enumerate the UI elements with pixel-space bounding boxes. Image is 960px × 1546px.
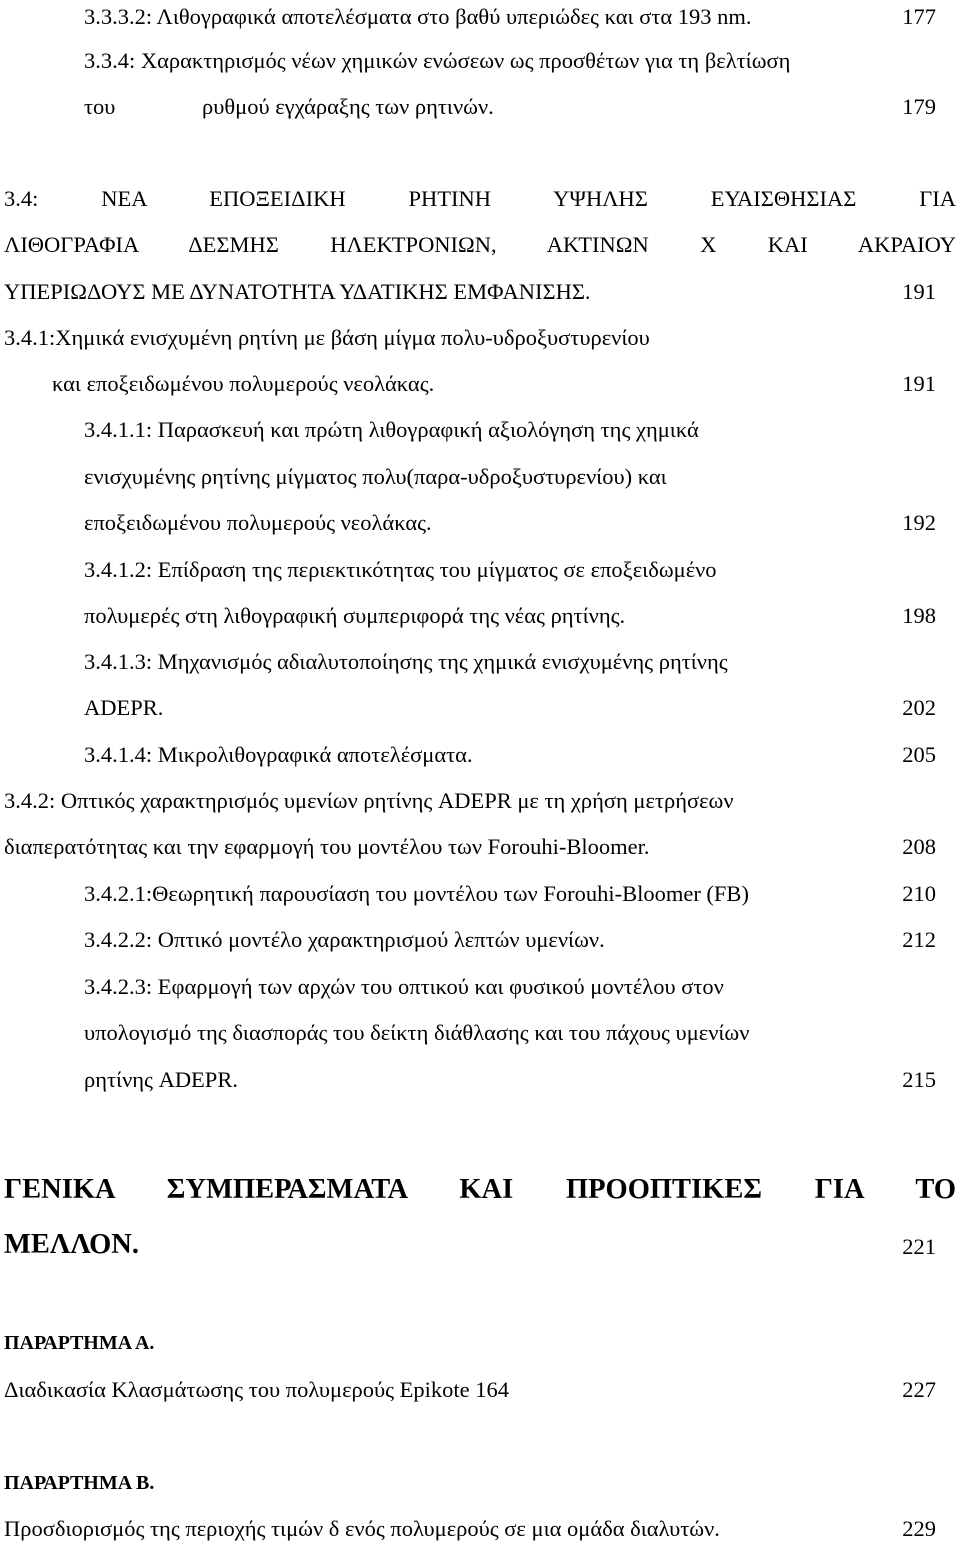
toc-entry-page: 198 — [902, 603, 936, 628]
toc-entry-text: 3.4.1.3: Μηχανισμός αδιαλυτοποίησης της χημικά ενισχυμένης ρητίνης — [84, 649, 728, 674]
toc-entry-text: και εποξειδωμένου πολυμερούς νεολάκας. — [52, 371, 435, 396]
toc-entry-text: 3.4.2.2: Οπτικό μοντέλο χαρακτηρισμού λεπτών υμενίων. — [84, 927, 605, 952]
toc-entry-text: Προσδιορισμός της περιοχής τιμών δ ενός πολυμερούς σε μια ομάδα διαλυτών. — [4, 1516, 720, 1541]
appendix-a-heading: ΠΑΡΑΡΤΗΜΑ Α. — [4, 1332, 155, 1354]
toc-section-heading: ΥΠΕΡΙΩΔΟΥΣ ΜΕ ΔΥΝΑΤΟΤΗΤΑ ΥΔΑΤΙΚΗΣ ΕΜΦΑΝΙΣΗΣ. — [4, 279, 591, 304]
toc-entry-page: 208 — [902, 834, 936, 859]
toc-entry-text: 3.4.2.3: Εφαρμογή των αρχών του οπτικού και φυσικού μοντέλου στον — [84, 974, 724, 999]
toc-entry-page: 192 — [902, 510, 936, 535]
toc-entry-page: 221 — [902, 1234, 936, 1259]
toc-entry-page: 179 — [902, 94, 936, 119]
toc-section-heading: 3.4: ΝΕΑ ΕΠΟΞΕΙΔΙΚΗ ΡΗΤΙΝΗ ΥΨΗΛΗΣ ΕΥΑΙΣΘΗΣΙΑΣ ΓΙΑ — [4, 186, 956, 211]
appendix-b-heading: ΠΑΡΑΡΤΗΜΑ Β. — [4, 1472, 155, 1494]
toc-entry-text: διαπερατότητας και την εφαρμογή του μοντέλου των Forouhi-Bloomer. — [4, 834, 650, 859]
toc-entry-page: 215 — [902, 1067, 936, 1092]
toc-entry-page: 205 — [902, 742, 936, 767]
toc-entry-text: 3.4.1:Χημικά ενισχυμένη ρητίνη με βάση μίγμα πολυ-υδροξυστυρενίου — [4, 325, 650, 350]
toc-entry-text: εποξειδωμένου πολυμερούς νεολάκας. — [84, 510, 432, 535]
toc-entry-text: ρητίνης ADEPR. — [84, 1067, 238, 1092]
toc-entry-text: 3.4.1.4: Μικρολιθογραφικά αποτελέσματα. — [84, 742, 473, 767]
toc-entry-text: 3.4.2: Οπτικός χαρακτηρισμός υμενίων ρητίνης ADEPR με τη χρήση μετρήσεων — [4, 788, 734, 813]
toc-entry-text: του — [84, 94, 116, 119]
toc-entry-text: 3.3.3.2: Λιθογραφικά αποτελέσματα στο βαθύ υπεριώδες και στα 193 nm. — [84, 4, 752, 29]
toc-entry-text: υπολογισμό της διασποράς του δείκτη διάθλασης και του πάχους υμενίων — [84, 1020, 750, 1045]
toc-entry-text: ADEPR. — [84, 695, 164, 720]
toc-entry-page: 202 — [902, 695, 936, 720]
toc-entry-page: 229 — [902, 1516, 936, 1541]
toc-section-heading: ΛΙΘΟΓΡΑΦΙΑ ΔΕΣΜΗΣ ΗΛΕΚΤΡΟΝΙΩΝ, ΑΚΤΙΝΩΝ Χ ΚΑΙ ΑΚΡΑΙΟΥ — [4, 232, 956, 257]
toc-entry-page: 191 — [902, 371, 936, 396]
toc-entry-text: 3.3.4: Χαρακτηρισμός νέων χημικών ενώσεων ως προσθέτων για τη βελτίωση — [84, 48, 791, 73]
toc-entry-page: 212 — [902, 927, 936, 952]
toc-entry-text: 3.4.2.1:Θεωρητική παρουσίαση του μοντέλου των Forouhi-Bloomer (FB) — [84, 881, 749, 906]
toc-entry-page: 210 — [902, 881, 936, 906]
toc-entry-text: πολυμερές στη λιθογραφική συμπεριφορά της νέας ρητίνης. — [84, 603, 626, 628]
toc-entry-page: 227 — [902, 1377, 936, 1402]
toc-entry-text: 3.4.1.2: Επίδραση της περιεκτικότητας του μίγματος σε εποξειδωμένο — [84, 557, 717, 582]
toc-chapter-heading: ΓΕΝΙΚΑ ΣΥΜΠΕΡΑΣΜΑΤΑ ΚΑΙ ΠΡΟΟΠΤΙΚΕΣ ΓΙΑ ΤΟ — [4, 1174, 956, 1205]
toc-entry-text: 3.4.1.1: Παρασκευή και πρώτη λιθογραφική αξιολόγηση της χημικά — [84, 417, 699, 442]
toc-entry-text: ρυθμού εγχάραξης των ρητινών. — [202, 94, 494, 119]
toc-entry-page: 177 — [902, 4, 936, 29]
toc-entry-text: Διαδικασία Κλασμάτωσης του πολυμερούς Epikote 164 — [4, 1377, 510, 1402]
toc-entry-page: 191 — [902, 279, 936, 304]
toc-entry-text: ενισχυμένης ρητίνης μίγματος πολυ(παρα-υδροξυστυρενίου) και — [84, 464, 667, 489]
toc-chapter-heading: ΜΕΛΛΟΝ. — [4, 1229, 139, 1260]
